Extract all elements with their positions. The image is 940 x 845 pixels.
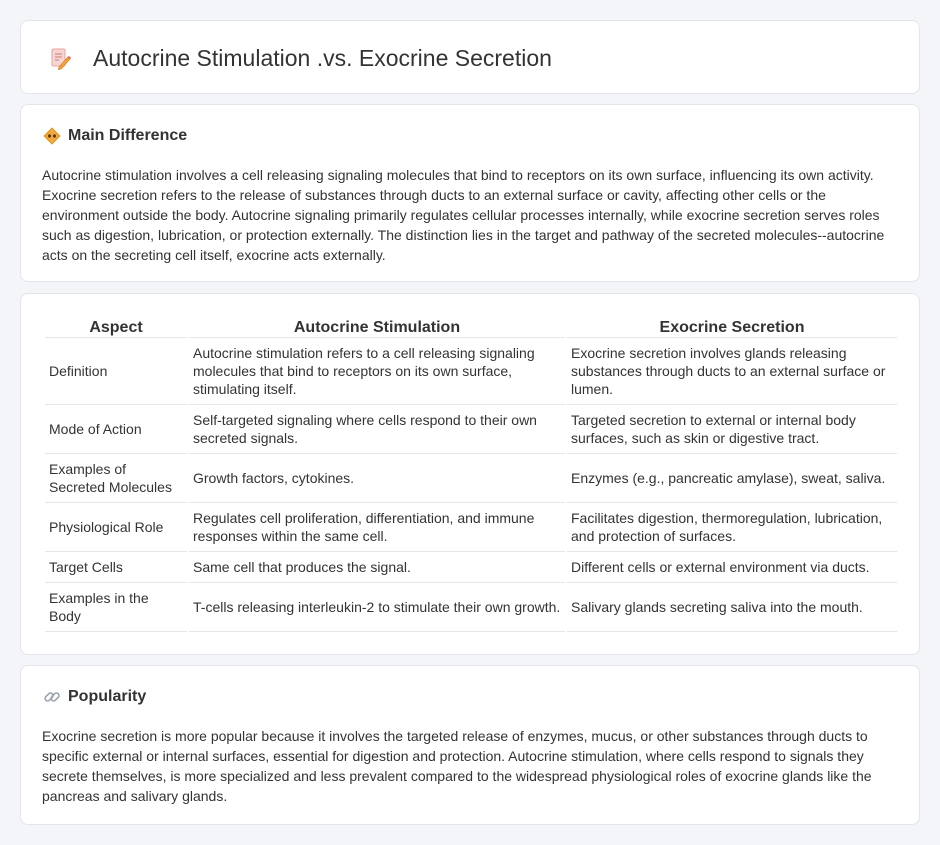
comparison-card [20,293,920,655]
cell-aspect: Physiological Role [45,503,187,552]
page-title: Autocrine Stimulation .vs. Exocrine Secretion [93,45,552,71]
cell-aspect: Examples of Secreted Molecules [45,454,187,503]
popularity-text: Exocrine secretion is more popular because it involves the targeted release of enzymes, mucus, or other substances through ducts to specific external or internal surfaces, essential for digestion and protection. Autocrine stimulation, where cells respond to signals they secrete themselves, is more specialized and less prevalent compared to the widespread physiological roles of exocrine glands like the pancreas and salivary glands. [42,728,872,804]
table-row [45,503,897,552]
cell-autocrine: Same cell that produces the signal. [189,552,565,583]
diamond-sign-icon [43,127,61,145]
cell-aspect: Target Cells [45,552,187,583]
header-exocrine: Exocrine Secretion [567,316,897,338]
cell-aspect: Examples in the Body [45,583,187,632]
cell-exocrine: Targeted secretion to external or internal body surfaces, such as skin or digestive tract. [567,405,897,454]
header-autocrine: Autocrine Stimulation [189,316,565,338]
cell-exocrine: Facilitates digestion, thermoregulation, lubrication, and protection of surfaces. [567,503,897,552]
table-row [45,583,897,632]
cell-exocrine: Different cells or external environment via ducts. [567,552,897,583]
main-difference-heading: Main Difference [68,127,188,144]
cell-autocrine: T-cells releasing interleukin-2 to stimulate their own growth. [189,583,565,632]
link-icon [43,688,61,706]
cell-aspect: Mode of Action [45,405,187,454]
cell-exocrine: Exocrine secretion involves glands releasing substances through ducts to an external surface or lumen. [567,338,897,405]
cell-aspect: Definition [45,338,187,405]
cell-autocrine: Self-targeted signaling where cells respond to their own secreted signals. [189,405,565,454]
table-row [45,338,897,405]
cell-autocrine: Regulates cell proliferation, differentiation, and immune responses within the same cell. [189,503,565,552]
popularity-card [20,665,920,825]
header-card [20,20,920,94]
popularity-heading: Popularity [68,688,147,705]
table-row [45,552,897,583]
edit-document-icon [49,48,71,70]
main-difference-card [20,104,920,282]
table-row [45,454,897,503]
main-difference-text: Autocrine stimulation involves a cell releasing signaling molecules that bind to receptors on its own surface, influencing its own activity. Exocrine secretion refers to the release of substances through ducts to an external surface or cavity, affecting other cells or the environment outside the body. Autocrine signaling primarily regulates cellular processes internally, while exocrine secretion serves roles such as digestion, lubrication, or protection externally. The distinction lies in the target and pathway of the secreted molecules--autocrine acts on the secreting cell itself, exocrine acts externally. [42,167,885,263]
cell-autocrine: Growth factors, cytokines. [189,454,565,503]
table-row [45,405,897,454]
header-aspect: Aspect [45,316,187,338]
cell-exocrine: Enzymes (e.g., pancreatic amylase), sweat, saliva. [567,454,897,503]
cell-exocrine: Salivary glands secreting saliva into the mouth. [567,583,897,632]
cell-autocrine: Autocrine stimulation refers to a cell releasing signaling molecules that bind to receptors on its own surface, stimulating itself. [189,338,565,405]
comparison-table [43,316,899,632]
